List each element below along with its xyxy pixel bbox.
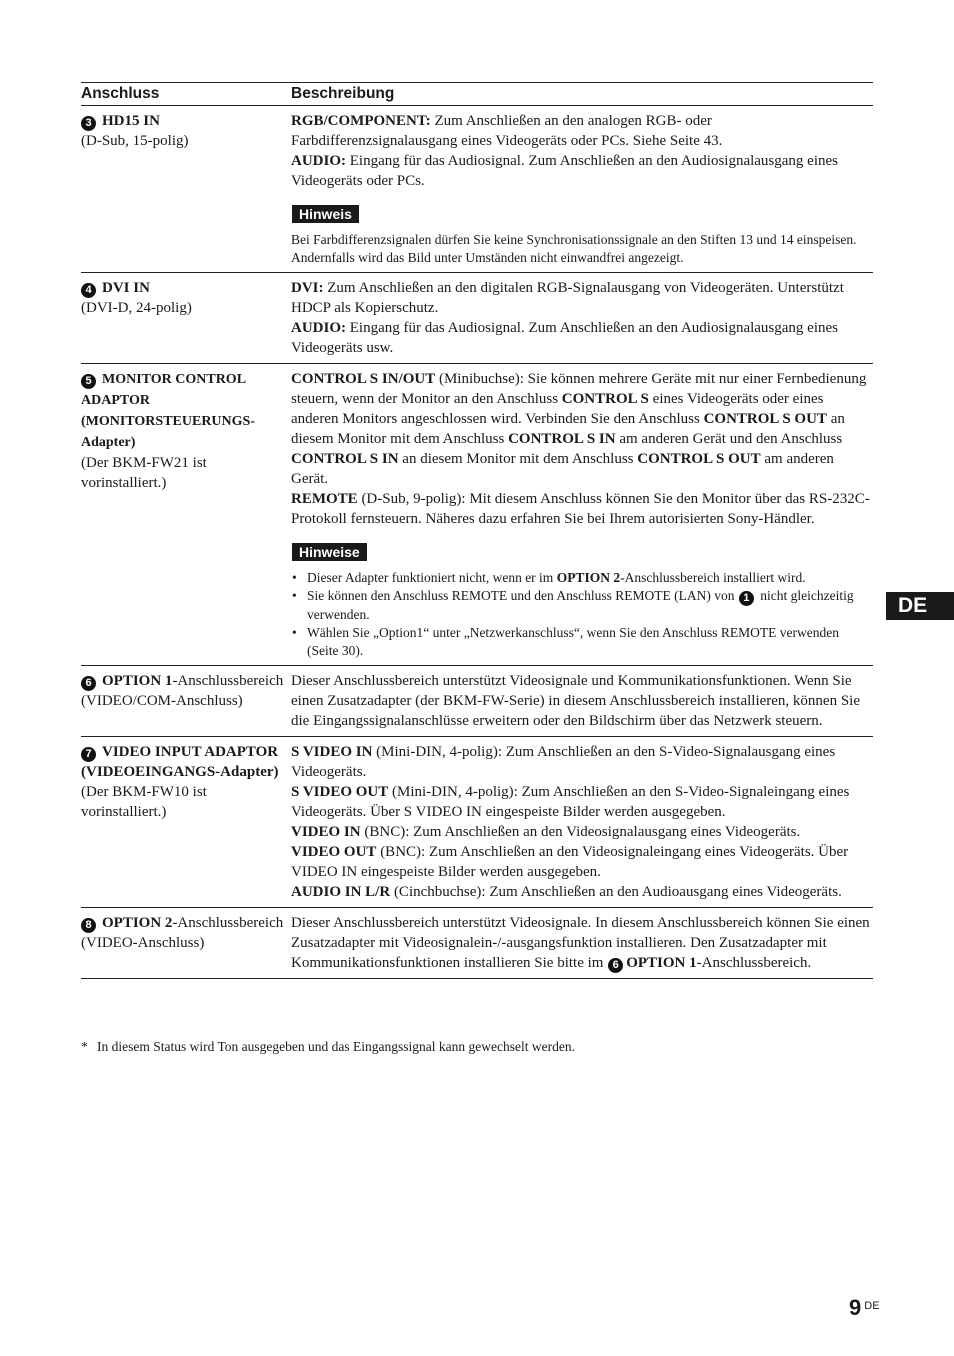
connector-title: OPTION 1: [102, 673, 173, 689]
number-1-icon: 1: [739, 591, 754, 606]
term: RGB/COMPONENT:: [291, 113, 431, 129]
notes-label: Hinweise: [292, 543, 367, 561]
connector-sub: -Anschlussbereich (VIDEO-Anschluss): [81, 915, 284, 951]
list-item: [291, 587, 873, 624]
term: CONTROL S: [561, 391, 649, 407]
list-item: • Wählen Sie „Option1“ unter „Netzwerkanschluss“, wenn Sie den Anschluss REMOTE verwenden (Seite 30).: [291, 624, 873, 660]
table-row: [81, 364, 873, 666]
table-header: [81, 83, 873, 106]
description-cell: Dieser Anschlussbereich unterstützt Videosignale und Kommunikationsfunktionen. Wenn Sie einen Zusatzadapter (der BKM-FW-Serie) in diesem Anschlussbereich installieren, können Sie die Eingangssignalanschlüsse erweitern oder den Bildschirm über das Netzwerk steuern.: [291, 673, 861, 729]
desc-text: Dieser Adapter funktioniert nicht, wenn er im: [307, 570, 557, 585]
control-s-paragraph: [291, 369, 873, 489]
description-cell: [291, 278, 873, 358]
table-row: [81, 106, 873, 273]
footnote-marker: *: [81, 1039, 88, 1054]
number-6-icon: 6: [608, 958, 623, 973]
number-5-icon: 5: [81, 374, 96, 389]
desc-text: -Anschlussbereich.: [696, 955, 812, 971]
desc-text: am anderen Gerät.: [291, 451, 834, 487]
connector-title: VIDEO INPUT ADAPTOR: [102, 744, 279, 760]
desc-text: Zum Anschließen an den analogen RGB- oder Farbdifferenzsignalausgang eines Videogeräts oder PCs. Siehe Seite 43.: [291, 113, 723, 149]
desc-text: (Mini-DIN, 4-polig): Zum Anschließen an den S-Video-Signaleingang eines Videogeräts. Über S VIDEO IN eingespeiste Bilder werden ausgegeben.: [291, 784, 850, 820]
term: S VIDEO OUT: [291, 784, 389, 800]
connector-title-alt: (MONITORSTEUERUNGS-Adapter): [81, 414, 255, 450]
term: OPTION 2: [556, 570, 621, 585]
desc-text: (BNC): Zum Anschließen an den Videosignaleingang eines Videogeräts. Über VIDEO IN eingespeiste Bilder werden ausgegeben.: [291, 844, 849, 880]
number-3-icon: 3: [81, 116, 96, 131]
connector-title: MONITOR CONTROL ADAPTOR: [81, 372, 246, 408]
connector-title: DVI IN: [102, 280, 150, 296]
desc-text: (Cinchbuchse): Zum Anschließen an den Audioausgang eines Videogeräts.: [390, 884, 842, 900]
term: S VIDEO IN: [291, 744, 373, 760]
term: CONTROL S IN: [508, 431, 616, 447]
connector-title: HD15 IN: [102, 113, 160, 129]
table-row: [81, 737, 873, 908]
term: OPTION 1: [626, 955, 697, 971]
language-tab: DE: [886, 592, 954, 620]
desc-text: eines Videogeräts oder eines anderen Monitors angeschlossen wird. Verbinden Sie den Anschluss: [291, 391, 824, 427]
number-8-icon: 8: [81, 918, 96, 933]
term: VIDEO OUT: [291, 844, 377, 860]
connector-sub: -Anschlussbereich (VIDEO/COM-Anschluss): [81, 673, 284, 709]
connector-cell: [81, 671, 291, 731]
connector-cell: [81, 742, 291, 902]
connector-sub: (Der BKM-FW21 ist vorinstalliert.): [81, 455, 207, 491]
desc-text: Eingang für das Audiosignal. Zum Anschließen an den Audiosignalausgang eines Videogeräts oder PCs.: [291, 153, 838, 189]
connector-title-alt: (VIDEOEINGANGS-Adapter): [81, 764, 279, 780]
connector-sub: (D-Sub, 15-polig): [81, 133, 189, 149]
term: REMOTE: [291, 491, 358, 507]
desc-text: Eingang für das Audiosignal. Zum Anschließen an den Audiosignalausgang eines Videogeräts usw.: [291, 320, 838, 356]
page-number-suffix: DE: [864, 1300, 880, 1312]
connector-cell: [81, 278, 291, 358]
desc-text: Zum Anschließen an den digitalen RGB-Signalausgang von Videogeräten. Unterstützt HDCP als Kopierschutz.: [291, 280, 844, 316]
notes-list: [291, 569, 873, 660]
term: CONTROL S IN/OUT: [291, 371, 436, 387]
term: CONTROL S OUT: [637, 451, 761, 467]
connector-cell: [81, 913, 291, 973]
desc-text: Sie können den Anschluss REMOTE und den Anschluss REMOTE (LAN) von: [307, 588, 738, 603]
table-row: [81, 273, 873, 364]
description-cell: [291, 111, 873, 267]
footnote: [81, 1039, 575, 1055]
table-row: [81, 908, 873, 978]
term: CONTROL S IN: [291, 451, 399, 467]
header-anschluss: Anschluss: [81, 85, 160, 102]
desc-text: -Anschlussbereich installiert wird.: [620, 570, 806, 585]
remote-paragraph: [291, 489, 873, 529]
desc-text: nicht gleichzeitig verwenden.: [307, 588, 854, 622]
connector-sub: (DVI-D, 24-polig): [81, 300, 192, 316]
number-7-icon: 7: [81, 747, 96, 762]
number-6-icon: 6: [81, 676, 96, 691]
connector-sub: (Der BKM-FW10 ist vorinstalliert.): [81, 784, 207, 820]
term: CONTROL S OUT: [703, 411, 827, 427]
desc-text: (BNC): Zum Anschließen an den Videosignalausgang eines Videogeräts.: [360, 824, 801, 840]
footnote-text: In diesem Status wird Ton ausgegeben und das Eingangssignal kann gewechselt werden.: [97, 1039, 575, 1054]
desc-text: (Minibuchse): Sie können mehrere Geräte mit nur einer Fernbedienung steuern, wenn der Monitor an den Anschluss: [291, 371, 867, 407]
desc-text: (D-Sub, 9-polig): Mit diesem Anschluss können Sie den Monitor über das RS-232C-Protokoll fernsteuern. Näheres dazu erfahren Sie bei Ihrem autorisierten Sony-Händler.: [291, 491, 870, 527]
connector-title: OPTION 2: [102, 915, 173, 931]
table-row: [81, 666, 873, 737]
desc-text: an diesem Monitor mit dem Anschluss: [291, 411, 845, 447]
term: AUDIO:: [291, 153, 346, 169]
connector-cell: [81, 369, 291, 660]
note-text: Bei Farbdifferenzsignalen dürfen Sie keine Synchronisationssignale an den Stiften 13 und 14 einspeisen. Andernfalls wird das Bild unter Umständen nicht einwandfrei angezeigt.: [291, 232, 857, 265]
description-cell: [291, 742, 873, 902]
term: DVI:: [291, 280, 324, 296]
term: AUDIO:: [291, 320, 346, 336]
page-number-value: 9: [849, 1295, 862, 1320]
desc-text: Dieser Anschlussbereich unterstützt Videosignale. In diesem Anschlussbereich können Sie einen Zusatzadapter mit Videosignalein-/-ausgangsfunktion installieren. Den Zusatzadapter mit Kommunikationsfunktionen installieren Sie bitte im: [291, 915, 870, 971]
connector-table: [81, 82, 873, 979]
description-cell: [291, 913, 873, 973]
connector-cell: [81, 111, 291, 267]
note-label: Hinweis: [292, 205, 359, 223]
term: VIDEO IN: [291, 824, 361, 840]
desc-text: (Mini-DIN, 4-polig): Zum Anschließen an den S-Video-Signalausgang eines Videogeräts.: [291, 744, 836, 780]
page-number: [849, 1295, 880, 1321]
term: AUDIO IN L/R: [291, 884, 391, 900]
description-cell: [291, 369, 873, 660]
header-beschreibung: Beschreibung: [291, 85, 395, 102]
desc-text: an diesem Monitor mit dem Anschluss: [398, 451, 638, 467]
list-item: [291, 569, 873, 587]
number-4-icon: 4: [81, 283, 96, 298]
desc-text: am anderen Gerät und den Anschluss: [615, 431, 843, 447]
